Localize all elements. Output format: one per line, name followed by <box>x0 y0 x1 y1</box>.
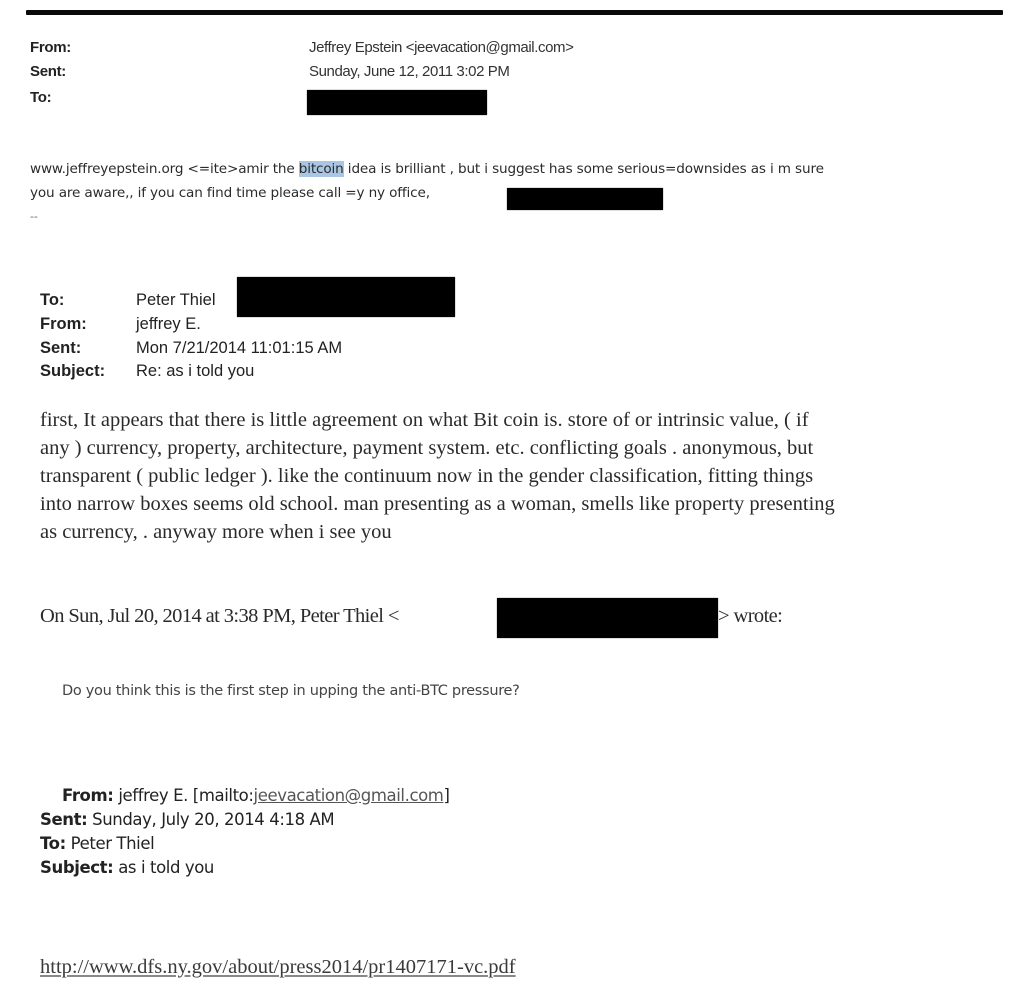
email1-to-label: To: <box>30 89 52 106</box>
email3-from-close: ] <box>443 786 450 805</box>
email2-body-line: transparent ( public ledger ). like the continuum now in the gender classification, fitting things <box>40 465 814 487</box>
email2-sent-value: Mon 7/21/2014 11:01:15 AM <box>136 339 343 357</box>
email3-from-label: From: <box>62 786 114 805</box>
email3-from-value: jeffrey E. [mailto: <box>118 786 254 805</box>
email3-subject-label: Subject: <box>40 858 114 877</box>
email1-from-value: Jeffrey Epstein <jeevacation@gmail.com> <box>309 39 574 56</box>
email2-body-line: into narrow boxes seems old school. man presenting as a woman, smells like property presenting <box>40 493 835 515</box>
quoted-message-text: Do you think this is the first step in upping the anti-BTC pressure? <box>62 683 520 699</box>
email2-to-value: Peter Thiel <box>136 291 216 309</box>
email2-subject-label: Subject: <box>40 362 106 380</box>
email1-phone-redaction <box>507 188 663 210</box>
email1-to-redaction <box>307 90 487 115</box>
email1-body-line1 <box>30 158 824 181</box>
email1-sent-value: Sunday, June 12, 2011 3:02 PM <box>309 63 510 80</box>
email2-to-label: To: <box>40 291 65 309</box>
email1-sent-label: Sent: <box>30 63 67 80</box>
quoted-attribution-start: On Sun, Jul 20, 2014 at 3:38 PM, Peter Thiel < <box>40 605 399 627</box>
email1-signature-separator: -- <box>30 210 38 223</box>
email2-sent-label: Sent: <box>40 339 82 357</box>
email3-subject-value: as i told you <box>118 858 214 877</box>
email1-body-line2-text: you are aware,, if you can find time please call =y ny office, <box>30 185 430 201</box>
email2-from-value: jeffrey E. <box>136 315 201 333</box>
email3-from-mailto-link[interactable]: jeevacation@gmail.com <box>253 786 444 805</box>
email2-body-line: first, It appears that there is little agreement on what Bit coin is. store of or intrinsic value, ( if <box>40 409 809 431</box>
email3-to-value: Peter Thiel <box>70 834 155 853</box>
quoted-attribution-email-redaction <box>497 598 718 638</box>
top-divider-rule <box>26 10 1003 15</box>
email1-body-line1-end: idea is brilliant , but i suggest has some serious=downsides as i m sure <box>343 161 824 177</box>
email2-body-line: any ) currency, property, architecture, payment system. etc. conflicting goals . anonymous, but <box>40 437 814 459</box>
email2-subject-value: Re: as i told you <box>136 362 255 380</box>
email3-to-label: To: <box>40 834 66 853</box>
quoted-attribution-end: > wrote: <box>718 605 783 627</box>
email2-from-label: From: <box>40 315 87 333</box>
email1-body-line1-start: www.jeffreyepstein.org <=ite>amir the <box>30 161 299 177</box>
press-release-link[interactable]: http://www.dfs.ny.gov/about/press2014/pr1407171-vc.pdf <box>40 956 516 978</box>
email2-body-line: as currency, . anyway more when i see you <box>40 521 392 543</box>
email1-from-label: From: <box>30 39 71 56</box>
email3-sent-label: Sent: <box>40 810 88 829</box>
email3-sent-value: Sunday, July 20, 2014 4:18 AM <box>92 810 335 829</box>
email2-to-redaction <box>237 277 455 317</box>
highlighted-word-bitcoin: bitcoin <box>298 161 344 177</box>
email1-body-line2 <box>30 182 430 205</box>
